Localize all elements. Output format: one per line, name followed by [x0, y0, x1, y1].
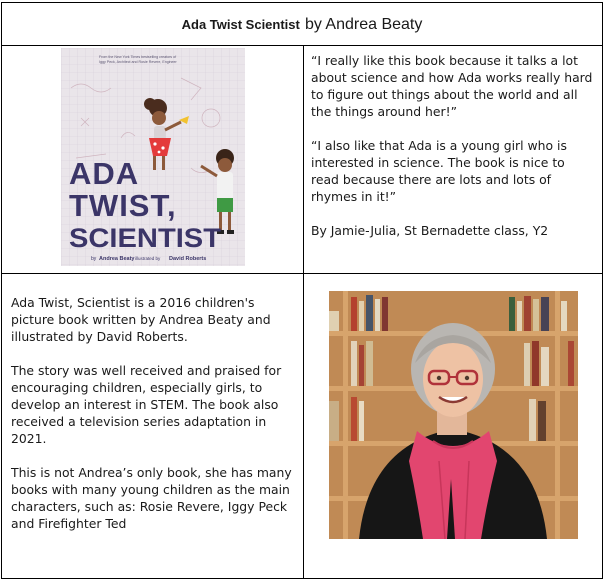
- cover-title-scientist: SCIENTIST: [69, 223, 222, 253]
- cover-credits-illustrator: David Roberts: [169, 256, 207, 262]
- book-cover-image: [61, 48, 245, 266]
- cover-credits-author: Andrea Beaty: [99, 256, 135, 262]
- cover-tagline-1: From the New York Times bestselling creators of: [99, 55, 177, 59]
- author-photo: [329, 291, 578, 539]
- review-quote-1: “I really like this book because it talks a lot about science and how Ada works really hard to figure out things about the world and all the things around her!”: [311, 53, 593, 119]
- book-review-table: [1, 2, 603, 579]
- book-title: Ada Twist Scientist: [181, 17, 300, 32]
- cover-credits-illustrated: illustrated by: [135, 256, 161, 261]
- cover-tagline-2: Iggy Peck, Architect and Rosie Revere, Engineer: [99, 60, 177, 64]
- review-byline: By Jamie-Julia, St Bernadette class, Y2: [311, 223, 549, 238]
- description-para-2: The story was well received and praised for encouraging children, especially girls, to develop an interest in STEM. The book also received a television series adaptation in 2021.: [11, 363, 282, 446]
- description-para-3: This is not Andrea’s only book, she has many books with many young children as the main characters, such as: Rosie Revere, Iggy Peck and Firefighter Ted: [11, 465, 292, 531]
- description-cell: [2, 274, 304, 579]
- title-cell: [2, 3, 603, 46]
- cover-cell: [2, 46, 304, 274]
- cover-title-ada: ADA: [69, 156, 140, 191]
- description-para-1: Ada Twist, Scientist is a 2016 children's picture book written by Andrea Beaty and illustrated by David Roberts.: [11, 295, 271, 344]
- cover-credits-by: by: [91, 256, 97, 262]
- cover-title-twist: TWIST,: [69, 188, 177, 223]
- review-cell: [304, 46, 603, 274]
- document-page: [1, 2, 602, 555]
- book-author: by Andrea Beaty: [304, 16, 423, 33]
- review-quote-2: “I also like that Ada is a young girl who is interested in science. The book is nice to read because there are lots and lots of rhymes in it!”: [311, 138, 567, 204]
- author-photo-cell: [304, 274, 603, 579]
